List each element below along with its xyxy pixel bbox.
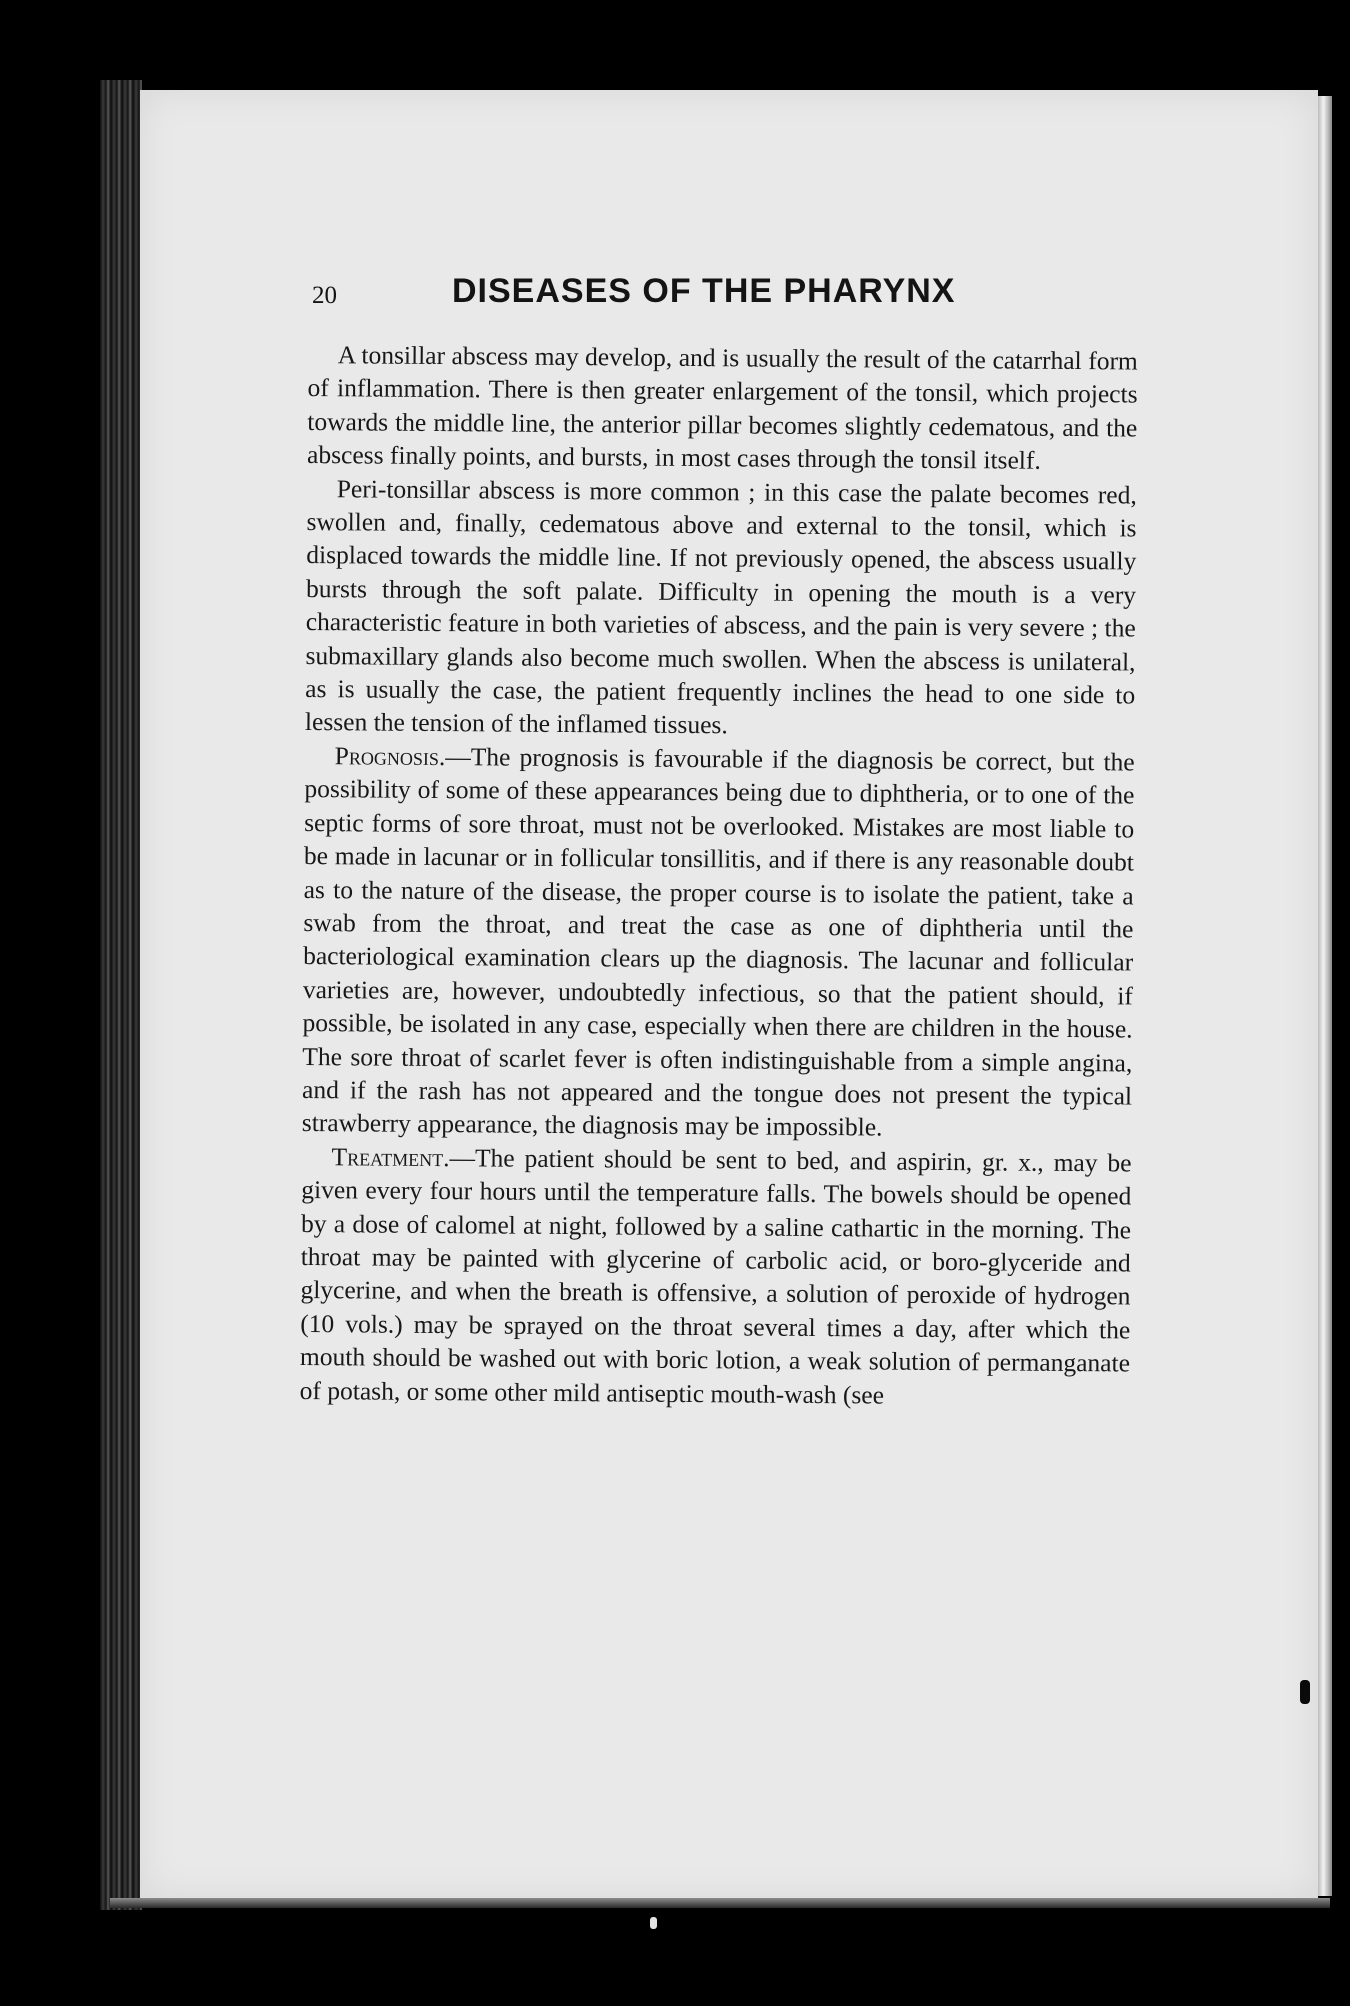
- body-text: [300, 338, 1138, 1413]
- page-number: 20: [312, 282, 337, 309]
- scan-speck: [650, 1917, 657, 1929]
- page-edge: [1318, 96, 1332, 1896]
- running-head: DISEASES OF THE PHARYNX: [452, 272, 956, 310]
- paragraph-heading: Treatment.: [331, 1141, 450, 1172]
- page-bottom-edge: [110, 1898, 1330, 1908]
- paragraph-prognosis: [302, 739, 1135, 1146]
- book-binding: [100, 80, 142, 1910]
- paragraph-treatment: [300, 1140, 1132, 1414]
- paragraph-body: A tonsillar abscess may develop, and is usually the result of the catarrhal form of inflammation. There is then greater enlargement of the tonsil, which projects towards the middle line, the anterior pillar becomes slightly cedematous, and the abscess finally points, and bursts, in most cases through the tonsil itself.: [306, 340, 1138, 475]
- paragraph-heading: Prognosis.: [334, 741, 446, 771]
- paragraph-abscess: [307, 338, 1138, 478]
- page-header: [312, 272, 1072, 322]
- scan-mark: [1300, 1680, 1310, 1704]
- paragraph-body: Peri-tonsillar abscess is more common ; in this case the palate becomes red, swollen and, finally, cedematous above and external to the tonsil, which is displaced towards the middle line. If not previously opened, the abscess usually bursts through the soft palate. Difficulty in opening the mouth is a very characteristic feature in both varieties of abscess, and the pain is very severe ; the submaxillary glands also become much swollen. When the abscess is unilateral, as is usually the case, the patient frequently inclines the head to one side to lessen the tension of the inflamed tissues.: [304, 473, 1137, 740]
- paragraph-peri-tonsillar: [305, 472, 1137, 746]
- paragraph-body: —The patient should be sent to bed, and aspirin, gr. x., may be given every four hours until the temperature falls. The bowels should be opened by a dose of calomel at night, followed by a saline cathartic in the morning. The throat may be painted with glycerine of carbolic acid, or boro-glyceride and glycerine, and when the breath is offensive, a solution of peroxide of hydrogen (10 vols.) may be sprayed on the throat several times a day, after which the mouth should be washed out with boric lotion, a weak solution of permanganate of potash, or some other mild antiseptic mouth-wash (see: [299, 1142, 1132, 1410]
- paragraph-body: —The prognosis is favourable if the diagnosis be correct, but the possibility of some of these appearances being due to diphtheria, or to one of the septic forms of sore throat, must not be overlooked. Mistakes are most liable to be made in lacunar or in follicular tonsillitis, and if there is any reasonable doubt as to the nature of the disease, the proper course is to isolate the patient, take a swab from the throat, and treat the case as one of diphtheria until the bacteriological examination clears up the diagnosis. The lacunar and follicular varieties are, however, undoubtedly infectious, so that the patient should, if possible, be isolated in any case, especially when there are children in the house. The sore throat of scarlet fever is often indistinguishable from a simple angina, and if the rash has not appeared and the tongue does not present the typical strawberry appearance, the diagnosis may be impossible.: [301, 741, 1135, 1142]
